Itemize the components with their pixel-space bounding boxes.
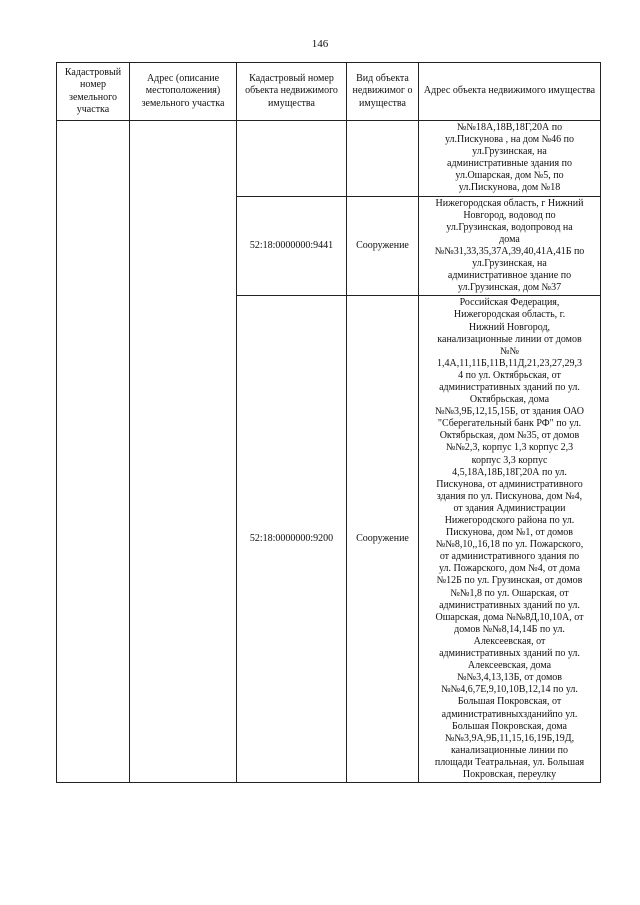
address-line: ул.Грузинская, на — [472, 258, 547, 270]
table-row — [57, 121, 601, 197]
address-line: Нижегородского района по ул. — [444, 515, 575, 526]
address-line: площади Театральная, ул. Большая — [434, 756, 585, 768]
address-line: Большая Покровская, от — [457, 696, 562, 708]
address-line: Нижегородская область, г. — [453, 309, 566, 321]
address-line: Нижегородская область, г Нижний — [435, 197, 584, 209]
address-line: здания по ул. Пискунова, дом №4, — [436, 490, 583, 502]
address-line: №№8,10,,16,18 по ул. Пожарского, — [435, 539, 584, 551]
address-line: №№3,9Б,12,15,15Б, от здания ОАО — [434, 406, 585, 418]
address-line: домов №№8,14,14Б по ул. — [454, 623, 565, 635]
address-line: №№ — [499, 345, 520, 357]
address-line: канализационные линии по — [450, 744, 569, 756]
address-line: Алексеевская, от — [473, 635, 546, 647]
object-cadastral-cell: 52:18:0000000:9441 — [237, 196, 347, 296]
address-line: 4 по ул. Октябрьская, от — [458, 369, 561, 381]
address-line: 4,5,18А,18Б,18Г,20А по ул. — [452, 466, 567, 478]
address-line: Пискунова, от административного — [436, 478, 583, 490]
address-line: Пискунова, дом №1, от домов — [445, 527, 574, 539]
address-line: ул.Пискунова , на дом №46 по — [444, 134, 575, 146]
address-line: канализационные линии от домов — [437, 333, 582, 345]
address-line: Большая Покровская, дома — [452, 720, 567, 732]
address-line: административныхзданийпо ул. — [441, 708, 578, 720]
object-address-cell — [419, 296, 601, 783]
address-line: Ошарская, дома №№8Д,10,10А, от — [435, 611, 584, 623]
address-line: №№1,8 по ул. Ошарская, от — [450, 587, 569, 599]
object-type-cell: Сооружение — [347, 296, 419, 783]
address-line: от здания Администрации — [453, 502, 566, 514]
address-line: корпус 3,3 корпус — [471, 454, 548, 466]
address-line: №12Б по ул. Грузинская, от домов — [436, 575, 583, 587]
object-address-cell — [419, 196, 601, 296]
address-line: ул.Пискунова, дом №18 — [458, 182, 561, 194]
address-line: ул. Пожарского, дом №4, от дома — [438, 563, 581, 575]
header-land-address: Адрес (описание местоположения) земельного участка — [130, 63, 237, 121]
address-line: административных зданий по ул. — [439, 599, 580, 611]
object-cadastral-cell: 52:18:0000000:9200 — [237, 296, 347, 783]
address-line: ул.Ошарская, дом №5, по — [455, 170, 564, 182]
header-land-cadastral: Кадастровый номер земельного участка — [57, 63, 130, 121]
address-line: Алексеевская, дома — [467, 660, 552, 672]
header-object-cadastral: Кадастровый номер объекта недвижимого имущества — [237, 63, 347, 121]
address-line: административных зданий по ул. — [439, 648, 580, 660]
address-line: 1,4А,11,11Б,11В,11Д,21,23,27,29,3 — [437, 357, 582, 369]
address-line: Покровская, переулку — [462, 768, 557, 780]
address-line: ул.Грузинская, водопровод на — [446, 221, 573, 233]
address-line: дома — [499, 233, 520, 245]
address-line: №№31,33,35,37А,39,40,41А,41Б по — [434, 245, 585, 257]
address-line: №№3,4,13,13Б, от домов — [456, 672, 562, 684]
address-line: административные здания по — [447, 158, 572, 170]
object-address-cell — [419, 121, 601, 197]
address-line: №№18А,18В,18Г,20А по — [456, 122, 563, 133]
header-object-type: Вид объекта недвижимог о имущества — [347, 63, 419, 121]
object-type-cell — [347, 121, 419, 197]
object-type-cell: Сооружение — [347, 196, 419, 296]
table-header-row — [57, 63, 601, 121]
address-line: от административного здания по — [439, 551, 580, 563]
land-address-cell — [130, 121, 237, 783]
land-cadastral-cell — [57, 121, 130, 783]
property-table — [56, 62, 601, 783]
address-line: Нижний Новгород, — [468, 321, 551, 333]
object-cadastral-cell — [237, 121, 347, 197]
address-line: Октябрьская, дома — [469, 394, 550, 406]
header-object-address: Адрес объекта недвижимого имущества — [419, 63, 601, 121]
address-line: №№2,3, корпус 1,3 корпус 2,3 — [445, 442, 574, 454]
address-line: Российская Федерация, — [459, 297, 560, 309]
address-line: административное здание по — [447, 270, 572, 282]
page-number: 146 — [311, 38, 329, 50]
address-line: Новгород, водовод по — [463, 209, 556, 221]
address-line: административных зданий по ул. — [439, 381, 580, 393]
address-line: ул.Грузинская, на — [472, 146, 547, 158]
address-line: №№3,9А,9Б,11,15,16,19Б,19Д, — [444, 732, 575, 744]
address-line: №№4,6,7Е,9,10,10В,12,14 по ул. — [441, 684, 578, 696]
address-line: "Сберегательный банк РФ" по ул. — [437, 418, 582, 430]
address-line: Октябрьская, дом №35, от домов — [439, 430, 580, 442]
address-line: ул.Грузинская, дом №37 — [457, 282, 562, 294]
